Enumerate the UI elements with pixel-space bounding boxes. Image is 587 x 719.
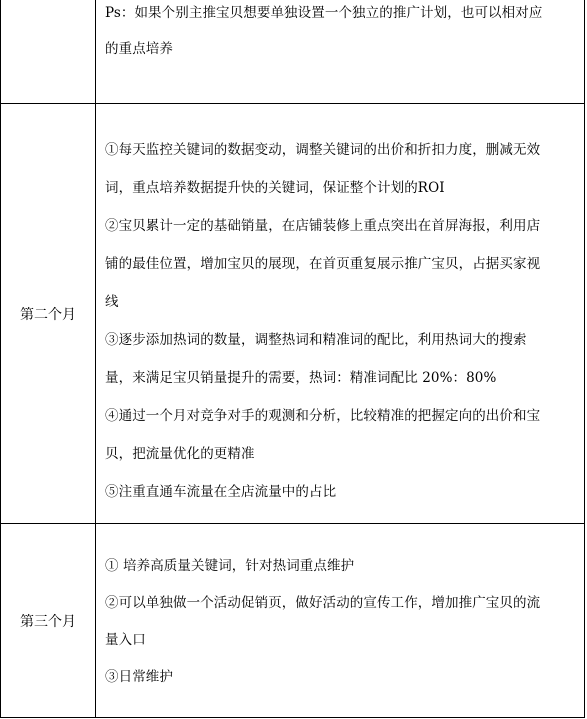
row-label [1, 0, 96, 103]
content-line: 词，重点培养数据提升快的关键词，保证整个计划的ROI [105, 180, 445, 196]
content-line: ②可以单独做一个活动促销页，做好活动的宣传工作，增加推广宝贝的流 [105, 595, 541, 611]
row-content [96, 0, 584, 103]
content-line: 量入口 [105, 632, 146, 648]
content-line: ⑤注重直通车流量在全店流量中的占比 [105, 484, 337, 500]
table-row [1, 524, 584, 717]
content-line: 量，来满足宝贝销量提升的需要，热词：精准词配比 20%：80% [105, 370, 497, 386]
content-line: 贝，把流量优化的更精准 [105, 446, 255, 462]
table-row [1, 104, 584, 524]
row-content [96, 104, 584, 523]
content-line: 铺的最佳位置，增加宝贝的展现，在首页重复展示推广宝贝，占据买家视 [105, 256, 541, 272]
row-content [96, 524, 584, 717]
content-line: ②宝贝累计一定的基础销量，在店铺装修上重点突出在首屏海报，利用店 [105, 218, 541, 234]
content-line: 线 [105, 294, 119, 310]
content-line: Ps：如果个别主推宝贝想要单独设置一个独立的推广计划，也可以相对应 [105, 5, 543, 21]
content-line: ① 培养高质量关键词，针对热词重点维护 [105, 558, 355, 574]
content-line: ③日常维护 [105, 669, 173, 685]
row-label: 第二个月 [1, 104, 96, 523]
content-line: ③逐步添加热词的数量，调整热词和精准词的配比，利用热词大的搜索 [105, 332, 527, 348]
content-line: ④通过一个月对竞争对手的观测和分析，比较精准的把握定向的出价和宝 [105, 408, 541, 424]
content-line: 的重点培养 [105, 41, 173, 57]
row-label: 第三个月 [1, 524, 96, 717]
table-row [1, 0, 584, 104]
content-line: ①每天监控关键词的数据变动，调整关键词的出价和折扣力度，删减无效 [105, 142, 541, 158]
